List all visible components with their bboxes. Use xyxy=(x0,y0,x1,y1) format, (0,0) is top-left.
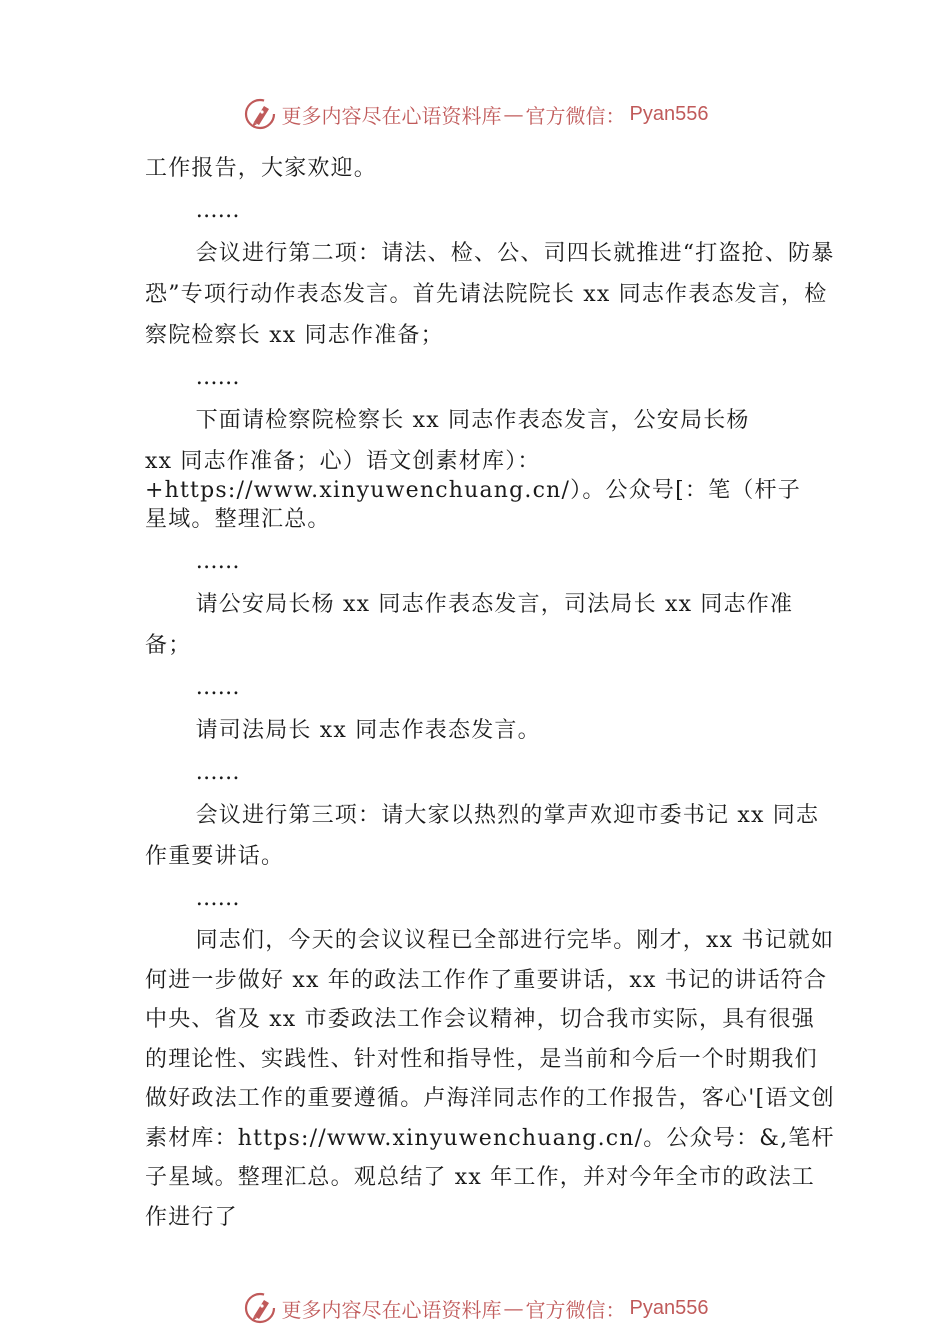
watermark-label: 官方微信： xyxy=(525,103,626,128)
footer-watermark xyxy=(0,1288,950,1328)
paragraph: 同志们，今天的会议议程已全部进行完毕。刚才，xx 书记就如何进一步做好 xx 年的政法工作作了重要讲话，xx 书记的讲话符合中央、省及 xx 市委政法工作会议精神，切合我市实际，具有很强的理论性、实践性、针对性和指导性，是当前和今后一个时期我们做好政法工作的重要遵循。卢海洋同志作的工作报告，客心'[语文创素材库：https://www.xinyuwenchuang.cn/。公众号：&,笔杆子星域。整理汇总。观总结了 xx 年工作，并对今年全市的政法工作进行了 xyxy=(145,928,835,1230)
watermark-separator: — xyxy=(503,1296,524,1320)
paragraph: 会议进行第三项：请大家以热烈的掌声欢迎市委书记 xx 同志作重要讲话。 xyxy=(145,803,820,869)
watermark-account: Pyan556 xyxy=(629,102,709,125)
ellipsis-line: …… xyxy=(195,760,240,785)
watermark-separator: — xyxy=(503,102,524,126)
paragraph: 请公安局长杨 xx 同志作表态发言，司法局长 xx 同志作准备； xyxy=(145,592,794,658)
ellipsis-line: …… xyxy=(195,365,240,390)
pen-nib-logo-icon xyxy=(242,96,278,132)
paragraph: 工作报告，大家欢迎。 xyxy=(145,156,378,181)
watermark-text: 更多内容尽在心语资料库 xyxy=(281,103,502,128)
watermark-text: 更多内容尽在心语资料库 xyxy=(281,1297,502,1322)
watermark-label: 官方微信： xyxy=(525,1297,626,1322)
pen-nib-logo-icon xyxy=(242,1290,278,1326)
ellipsis-line: …… xyxy=(195,549,240,574)
paragraph-line: +https://www.xinyuwenchuang.cn/）。公众号[：笔（杆子 xyxy=(145,478,801,503)
document-body xyxy=(145,148,835,1237)
paragraph-line: 星域。整理汇总。 xyxy=(145,507,331,532)
paragraph: 会议进行第二项：请法、检、公、司四长就推进“打盗抢、防暴恐”专项行动作表态发言。首先请法院院长 xx 同志作表态发言，检察院检察长 xx 同志作准备； xyxy=(145,241,835,348)
paragraph: 下面请检察院检察长 xx 同志作表态发言，公安局长杨 xyxy=(195,408,750,433)
ellipsis-line: …… xyxy=(195,675,240,700)
header-watermark xyxy=(0,94,950,134)
paragraph: 请司法局长 xx 同志作表态发言。 xyxy=(195,718,541,743)
ellipsis-line: …… xyxy=(195,886,240,911)
paragraph-line: xx 同志作准备；心）语文创素材库）： xyxy=(145,449,541,474)
watermark-account: Pyan556 xyxy=(629,1296,709,1319)
ellipsis-line: …… xyxy=(195,198,240,223)
